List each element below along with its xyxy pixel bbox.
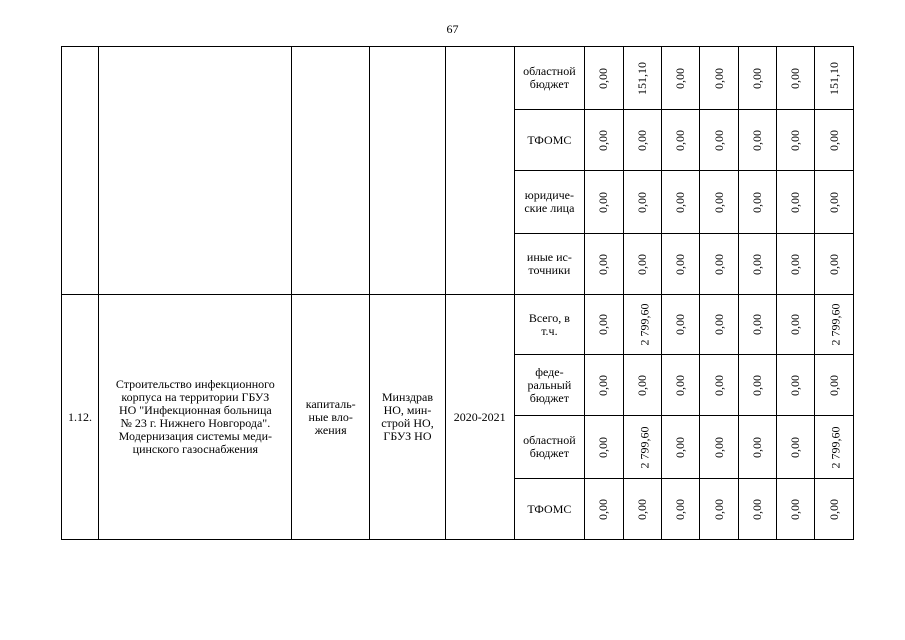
value-cell	[815, 234, 854, 295]
value-text: 0,00	[673, 67, 688, 89]
value-text: 0,00	[749, 436, 764, 458]
value-cell	[738, 479, 776, 540]
type-cell	[292, 47, 370, 295]
value-cell	[700, 234, 738, 295]
table-row	[62, 47, 854, 110]
value-cell	[738, 171, 776, 234]
value-text: 0,00	[673, 498, 688, 520]
value-text: 0,00	[826, 191, 841, 213]
value-text: 0,00	[749, 67, 764, 89]
item-period: 2020-2021	[445, 295, 514, 540]
value-text: 2 799,60	[828, 426, 843, 468]
value-cell	[738, 110, 776, 171]
executor-cell	[370, 47, 446, 295]
item-name: Строительство инфекционного корпуса на территории ГБУЗ НО "Инфекционная больница № 23 г. Нижнего Новгорода". Модернизация системы меди- цинского газоснабжения	[99, 295, 292, 540]
value-text: 0,00	[788, 67, 803, 89]
value-cell	[661, 479, 699, 540]
page-number: 67	[446, 22, 459, 36]
value-cell	[585, 110, 623, 171]
value-text: 0,00	[596, 498, 611, 520]
value-text: 151,10	[634, 61, 649, 95]
value-cell	[777, 47, 815, 110]
value-text: 0,00	[634, 498, 649, 520]
value-text: 0,00	[673, 253, 688, 275]
value-text: 0,00	[826, 129, 841, 151]
value-cell	[777, 416, 815, 479]
item-type: капиталь- ные вло- жения	[292, 295, 370, 540]
value-cell	[661, 295, 699, 355]
value-cell	[700, 416, 738, 479]
value-cell	[700, 479, 738, 540]
value-text: 0,00	[788, 498, 803, 520]
value-text: 0,00	[596, 253, 611, 275]
value-text: 0,00	[711, 374, 726, 396]
value-cell	[623, 479, 661, 540]
value-text: 0,00	[749, 129, 764, 151]
value-text: 0,00	[711, 314, 726, 335]
value-cell	[777, 234, 815, 295]
value-text: 0,00	[749, 253, 764, 275]
value-text: 0,00	[788, 436, 803, 458]
value-cell	[815, 47, 854, 110]
value-text: 0,00	[711, 498, 726, 520]
funding-table	[61, 46, 854, 540]
value-text: 2 799,60	[637, 303, 652, 346]
value-cell	[815, 355, 854, 416]
value-cell	[738, 355, 776, 416]
value-text: 0,00	[673, 436, 688, 458]
value-cell	[623, 355, 661, 416]
value-text: 2 799,60	[637, 426, 652, 468]
source-cell: Всего, в т.ч.	[514, 295, 585, 355]
name-cell	[99, 47, 292, 295]
value-text: 0,00	[826, 253, 841, 275]
value-text: 0,00	[596, 191, 611, 213]
value-cell	[623, 110, 661, 171]
value-text: 0,00	[749, 314, 764, 335]
value-text: 0,00	[634, 129, 649, 151]
value-cell	[777, 171, 815, 234]
value-text: 0,00	[596, 374, 611, 396]
value-text: 0,00	[711, 436, 726, 458]
source-cell: юридиче- ские лица	[514, 171, 585, 234]
value-cell	[738, 47, 776, 110]
value-cell	[700, 355, 738, 416]
value-text: 0,00	[749, 191, 764, 213]
value-text: 0,00	[788, 191, 803, 213]
value-text: 0,00	[788, 374, 803, 396]
value-cell	[700, 295, 738, 355]
item-executor: Минздрав НО, мин- строй НО, ГБУЗ НО	[370, 295, 446, 540]
value-text: 0,00	[596, 314, 611, 335]
value-cell	[815, 295, 854, 355]
value-text: 0,00	[634, 253, 649, 275]
value-cell	[623, 295, 661, 355]
value-cell	[585, 234, 623, 295]
value-cell	[777, 110, 815, 171]
value-cell	[585, 479, 623, 540]
value-cell	[777, 355, 815, 416]
value-text: 0,00	[596, 436, 611, 458]
value-cell	[623, 47, 661, 110]
period-cell	[445, 47, 514, 295]
value-text: 0,00	[749, 374, 764, 396]
value-cell	[661, 416, 699, 479]
value-cell	[585, 171, 623, 234]
value-cell	[661, 355, 699, 416]
value-cell	[738, 295, 776, 355]
value-text: 0,00	[826, 374, 841, 396]
value-text: 0,00	[673, 314, 688, 335]
value-text: 0,00	[634, 374, 649, 396]
value-text: 0,00	[634, 191, 649, 213]
value-text: 0,00	[673, 129, 688, 151]
table-row	[62, 295, 854, 355]
value-cell	[777, 479, 815, 540]
source-cell: иные ис- точники	[514, 234, 585, 295]
value-text: 0,00	[711, 67, 726, 89]
value-text: 0,00	[711, 253, 726, 275]
source-cell: областной бюджет	[514, 416, 585, 479]
value-cell	[777, 295, 815, 355]
value-cell	[815, 416, 854, 479]
value-cell	[661, 171, 699, 234]
value-cell	[623, 416, 661, 479]
value-cell	[623, 171, 661, 234]
value-text: 0,00	[711, 129, 726, 151]
value-text: 0,00	[711, 191, 726, 213]
number-cell	[62, 47, 99, 295]
value-cell	[700, 47, 738, 110]
value-text: 2 799,60	[828, 303, 843, 346]
value-cell	[661, 47, 699, 110]
value-text: 0,00	[673, 191, 688, 213]
value-cell	[585, 355, 623, 416]
value-text: 0,00	[596, 129, 611, 151]
value-cell	[661, 234, 699, 295]
value-cell	[623, 234, 661, 295]
value-text: 151,10	[826, 61, 841, 95]
value-cell	[738, 234, 776, 295]
value-text: 0,00	[596, 67, 611, 89]
value-cell	[700, 110, 738, 171]
value-text: 0,00	[826, 498, 841, 520]
source-cell: областной бюджет	[514, 47, 585, 110]
value-cell	[738, 416, 776, 479]
source-cell: ТФОМС	[514, 479, 585, 540]
value-text: 0,00	[788, 129, 803, 151]
value-cell	[700, 171, 738, 234]
value-text: 0,00	[673, 374, 688, 396]
source-cell: ТФОМС	[514, 110, 585, 171]
source-cell: феде- ральный бюджет	[514, 355, 585, 416]
value-text: 0,00	[788, 253, 803, 275]
value-cell	[585, 295, 623, 355]
value-text: 0,00	[788, 314, 803, 335]
value-cell	[585, 416, 623, 479]
value-cell	[815, 171, 854, 234]
value-cell	[585, 47, 623, 110]
value-cell	[815, 110, 854, 171]
value-text: 0,00	[749, 498, 764, 520]
item-number: 1.12.	[62, 295, 99, 540]
value-cell	[661, 110, 699, 171]
value-cell	[815, 479, 854, 540]
